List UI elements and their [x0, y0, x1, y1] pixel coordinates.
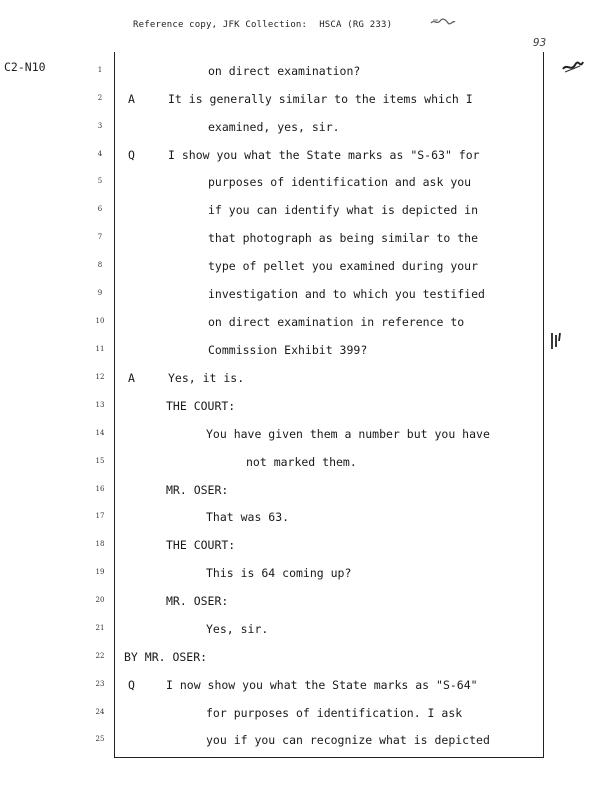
document-header	[133, 20, 392, 30]
margin-tick-mark	[548, 331, 564, 351]
line-number: 3	[97, 122, 103, 130]
header-scribble-mark	[430, 17, 456, 27]
transcript-line: Commission Exhibit 399?	[208, 343, 368, 357]
speaker-answer-marker: A	[128, 371, 135, 385]
line-number: 24	[95, 708, 105, 716]
transcript-frame-bottom	[114, 757, 544, 758]
transcript-line: not marked them.	[246, 455, 357, 469]
line-number: 5	[97, 177, 103, 185]
transcript-line: Yes, sir.	[206, 622, 269, 636]
line-number: 21	[95, 624, 105, 632]
speaker-question-marker: Q	[128, 148, 135, 162]
line-number: 16	[95, 485, 105, 493]
transcript-line: on direct examination?	[208, 64, 361, 78]
speaker-question-marker: Q	[128, 678, 135, 692]
transcript-line: if you can identify what is depicted in	[208, 203, 479, 217]
examiner-heading: BY MR. OSER:	[124, 650, 208, 664]
line-number: 11	[95, 345, 105, 353]
transcript-line: investigation and to which you testified	[208, 287, 485, 301]
transcript-line: purposes of identification and ask you	[208, 175, 472, 189]
page-code: C2-N10	[4, 60, 46, 74]
transcript-line: This is 64 coming up?	[206, 566, 352, 580]
line-number: 12	[95, 373, 105, 381]
transcript-line: You have given them a number but you have	[206, 427, 490, 441]
line-number: 2	[97, 94, 103, 102]
line-number: 9	[97, 289, 103, 297]
speaker-heading: THE COURT:	[166, 538, 236, 552]
line-number: 25	[95, 735, 105, 743]
line-number: 10	[95, 317, 105, 325]
speaker-heading: MR. OSER:	[166, 483, 229, 497]
line-number: 23	[95, 680, 105, 688]
header-collection: HSCA (RG 233)	[319, 20, 393, 30]
transcript-line: It is generally similar to the items which I	[168, 92, 473, 106]
line-number: 13	[95, 401, 105, 409]
transcript-line: I show you what the State marks as "S-63" for	[168, 148, 480, 162]
transcript-line: you if you can recognize what is depicted	[206, 733, 490, 747]
transcript-line: for purposes of identification. I ask	[206, 706, 463, 720]
transcript-line: That was 63.	[206, 510, 290, 524]
speaker-heading: THE COURT:	[166, 399, 236, 413]
transcript-line: Yes, it is.	[168, 371, 245, 385]
line-number: 20	[95, 596, 105, 604]
transcript-line: that photograph as being similar to the	[208, 231, 479, 245]
transcript-line: I now show you what the State marks as "S-64"	[166, 678, 478, 692]
line-number: 14	[95, 429, 105, 437]
line-number: 4	[97, 150, 103, 158]
line-number: 17	[95, 512, 105, 520]
transcript-line: on direct examination in reference to	[208, 315, 465, 329]
line-number: 1	[97, 66, 103, 74]
page-number: 93	[533, 36, 547, 49]
line-number: 22	[95, 652, 105, 660]
line-number: 8	[97, 261, 103, 269]
transcript-line: examined, yes, sir.	[208, 120, 340, 134]
transcript-line: type of pellet you examined during your	[208, 259, 479, 273]
line-number: 18	[95, 540, 105, 548]
speaker-answer-marker: A	[128, 92, 135, 106]
line-number: 7	[97, 233, 103, 241]
margin-scribble-mark	[562, 60, 584, 74]
speaker-heading: MR. OSER:	[166, 594, 229, 608]
header-prefix: Reference copy, JFK Collection:	[133, 20, 308, 30]
line-number: 19	[95, 568, 105, 576]
line-number: 6	[97, 205, 103, 213]
line-number: 15	[95, 457, 105, 465]
